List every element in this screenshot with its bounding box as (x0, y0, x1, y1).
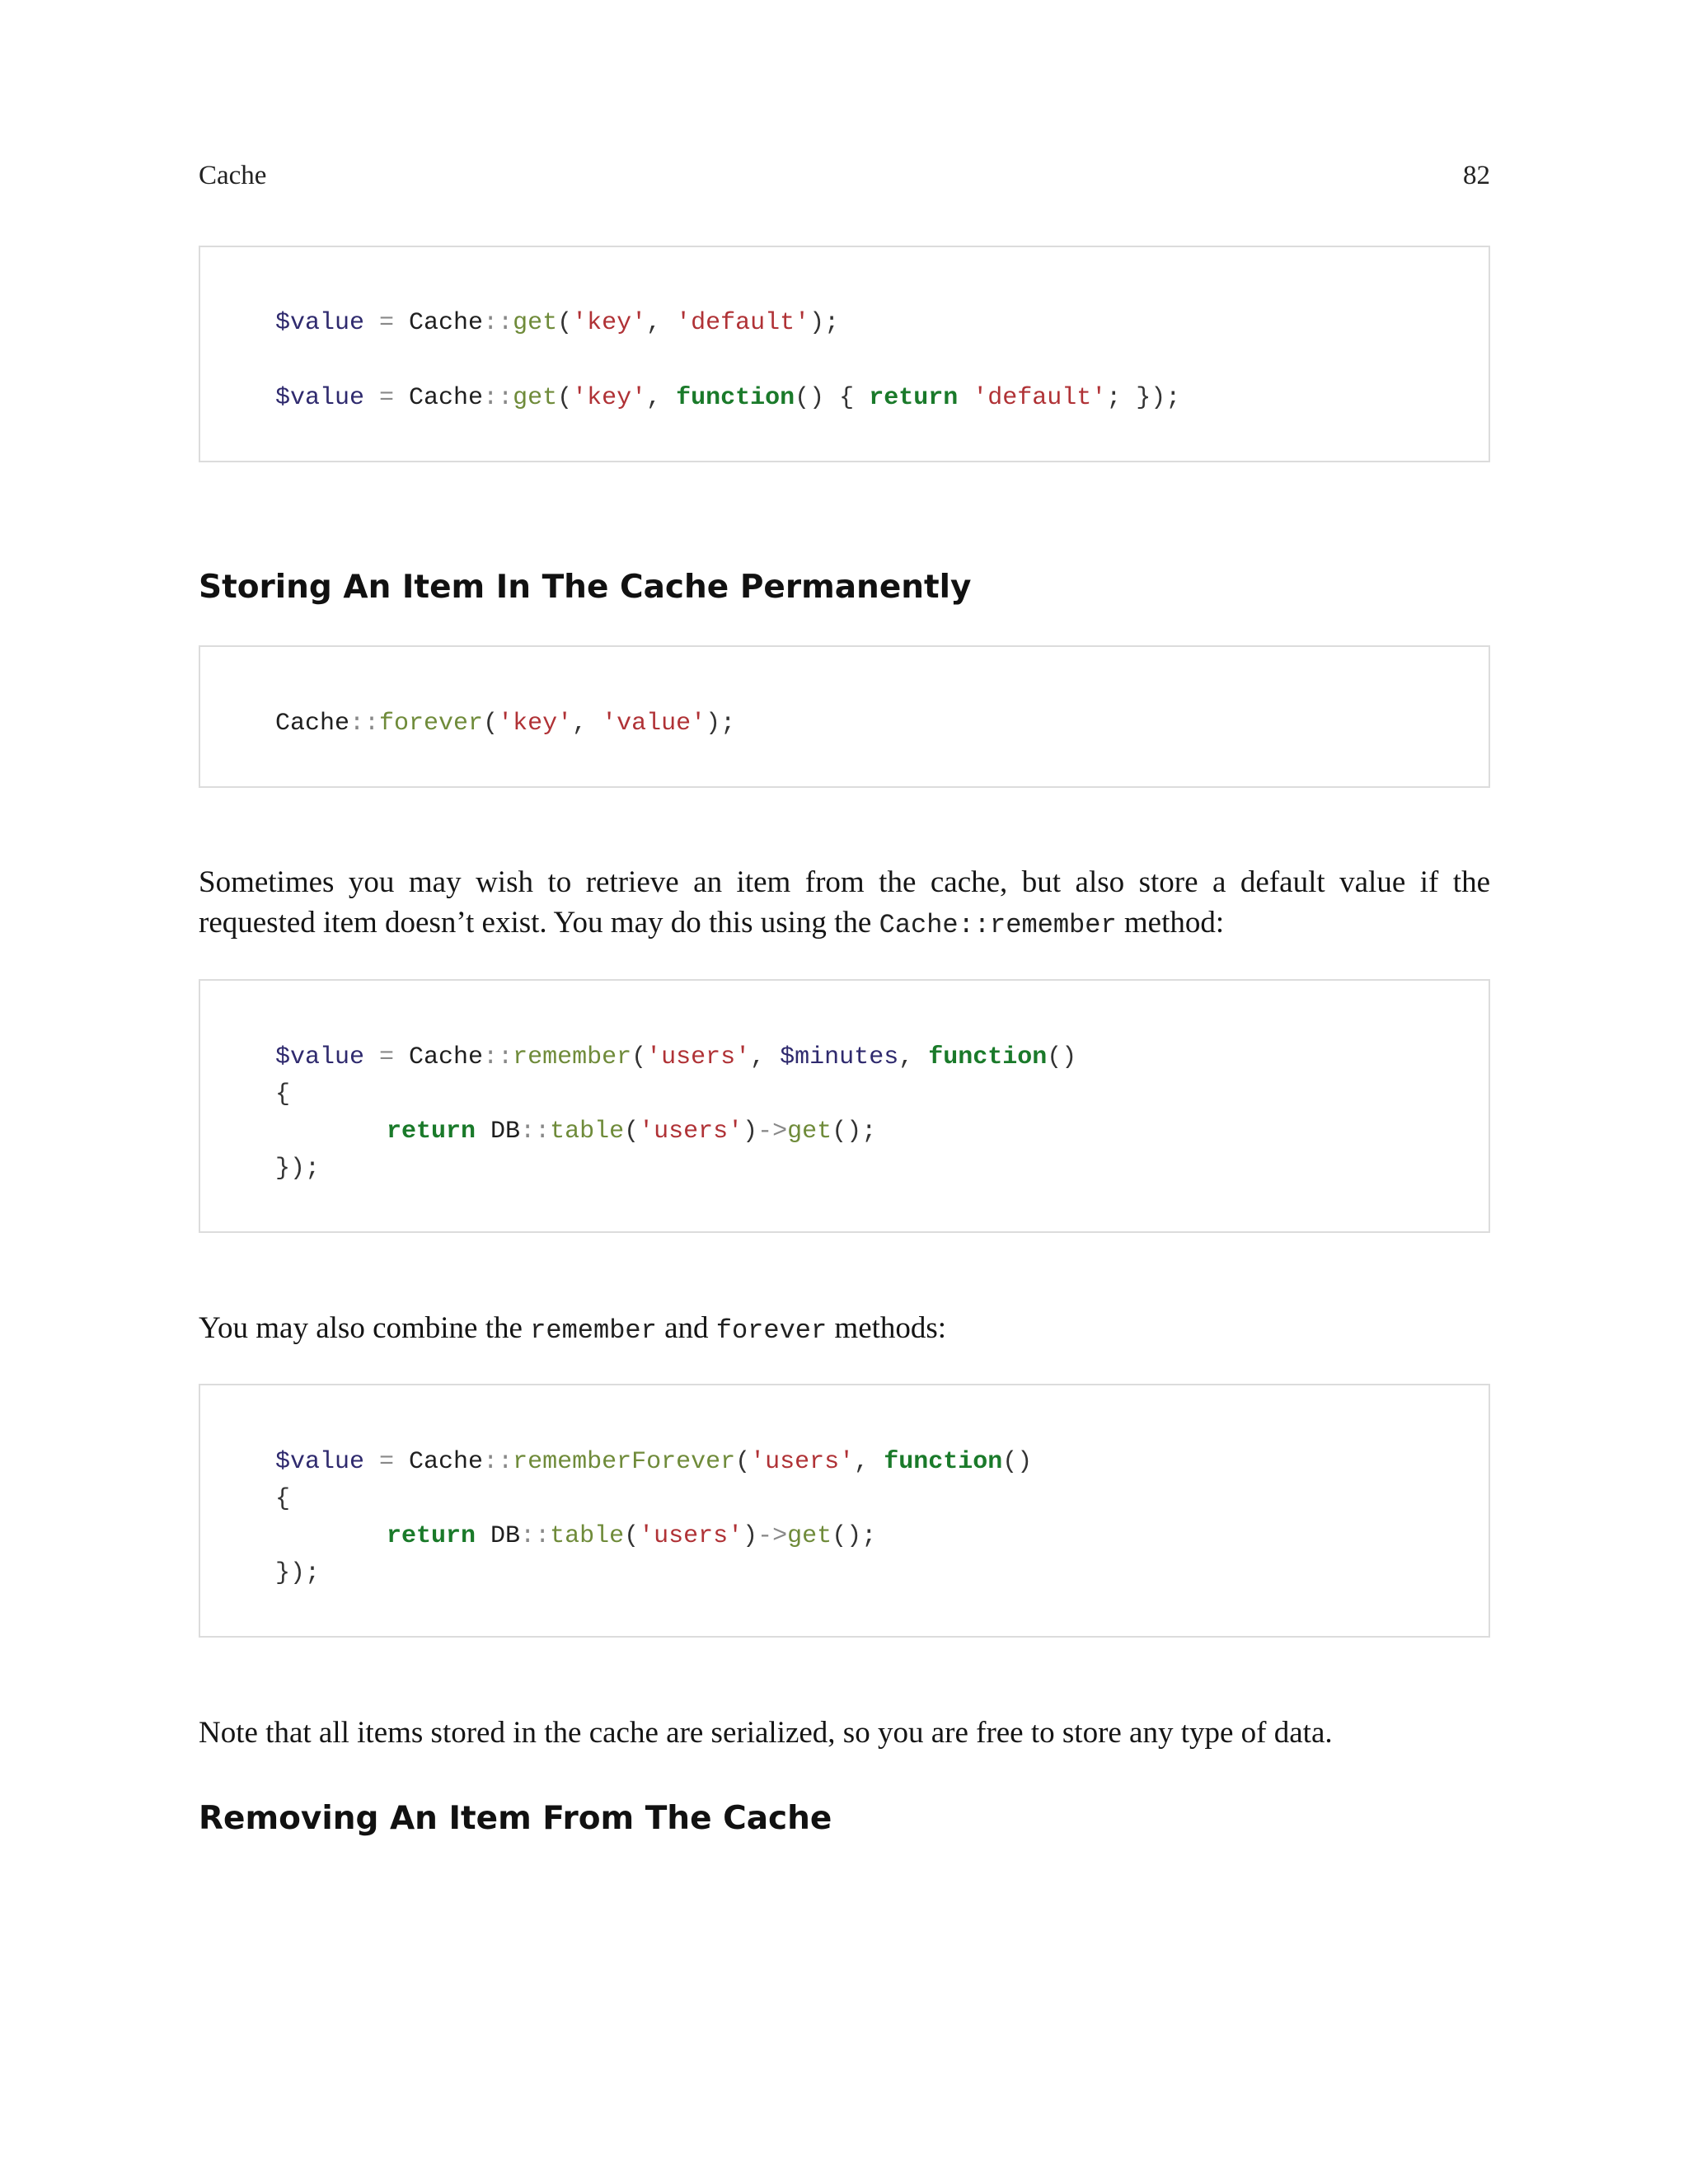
code-string: 'key' (572, 384, 647, 412)
code-variable: $value (275, 1448, 365, 1476)
code-whitespace (476, 1522, 490, 1550)
code-class: DB (490, 1522, 521, 1550)
code-punctuation: ( (624, 1522, 640, 1550)
code-punctuation: ( (557, 384, 573, 412)
code-punctuation: ; }); (1106, 384, 1181, 412)
code-punctuation: ( (631, 1043, 647, 1071)
code-punctuation: , (750, 1043, 781, 1071)
inline-code: forever (715, 1315, 828, 1346)
code-string: 'users' (639, 1118, 743, 1146)
code-class: Cache (409, 1448, 484, 1476)
code-punctuation: , (646, 384, 677, 412)
code-line: { (275, 1080, 291, 1108)
paragraph-remember (199, 862, 1490, 945)
code-line: }); (275, 1559, 321, 1587)
code-method: rememberForever (513, 1448, 736, 1476)
code-string: 'users' (646, 1043, 751, 1071)
code-punctuation: () (1047, 1043, 1077, 1071)
code-line (275, 305, 839, 341)
document-page (199, 0, 1490, 2184)
code-operator: :: (483, 309, 513, 337)
code-line: { (275, 1485, 291, 1513)
code-punctuation: ) (743, 1118, 758, 1146)
paragraph-text: You may also combine the (199, 1311, 531, 1345)
section-heading-store-forever: Storing An Item In The Cache Permanently (199, 569, 972, 606)
code-operator: = (364, 309, 410, 337)
code-punctuation: , (572, 710, 603, 738)
code-method: table (550, 1118, 625, 1146)
code-block-cache-remember-forever (199, 1384, 1490, 1638)
code-operator: :: (520, 1118, 551, 1146)
code-method: remember (513, 1043, 632, 1071)
code-class: Cache (409, 1043, 484, 1071)
code-string: 'key' (498, 710, 573, 738)
code-punctuation: ); (809, 309, 840, 337)
code-line (387, 1518, 876, 1554)
code-method: get (787, 1522, 832, 1550)
section-heading-remove-item: Removing An Item From The Cache (199, 1800, 832, 1837)
code-operator: -> (757, 1522, 788, 1550)
code-string: 'value' (602, 710, 706, 738)
code-punctuation: ( (624, 1118, 640, 1146)
inline-code: remember (530, 1315, 657, 1346)
code-punctuation: ( (557, 309, 573, 337)
page-number: 82 (1463, 161, 1490, 190)
code-keyword: return (387, 1118, 476, 1146)
code-line (275, 1039, 1076, 1076)
inline-code: Cache::remember (879, 910, 1117, 940)
code-string: 'default' (676, 309, 810, 337)
code-keyword: function (928, 1043, 1048, 1071)
code-line (275, 380, 1180, 416)
code-punctuation: () { (795, 384, 870, 412)
code-class: Cache (409, 384, 484, 412)
code-keyword: return (387, 1522, 476, 1550)
code-string: 'default' (973, 384, 1107, 412)
code-keyword: function (676, 384, 795, 412)
code-method: get (787, 1118, 832, 1146)
code-punctuation: , (646, 309, 677, 337)
code-punctuation: (); (832, 1522, 877, 1550)
code-operator: :: (349, 710, 380, 738)
code-operator: = (364, 1043, 410, 1071)
code-line (387, 1113, 876, 1150)
code-operator: = (364, 1448, 410, 1476)
code-method: get (513, 309, 558, 337)
code-punctuation: ); (706, 710, 736, 738)
code-block-cache-get (199, 246, 1490, 462)
code-punctuation: , (854, 1448, 884, 1476)
section-title: Cache (199, 161, 267, 190)
code-punctuation: ( (735, 1448, 751, 1476)
code-punctuation: , (898, 1043, 929, 1071)
code-method: get (513, 384, 558, 412)
code-punctuation: ) (743, 1522, 758, 1550)
code-operator: -> (757, 1118, 788, 1146)
code-block-cache-forever (199, 645, 1490, 788)
code-string: 'users' (639, 1522, 743, 1550)
code-method: forever (379, 710, 484, 738)
code-keyword: return (869, 384, 959, 412)
code-operator: :: (520, 1522, 551, 1550)
code-keyword: function (884, 1448, 1003, 1476)
code-punctuation: (); (832, 1118, 877, 1146)
code-line (275, 705, 735, 742)
paragraph-text: methods: (827, 1311, 947, 1345)
code-class: DB (490, 1118, 521, 1146)
paragraph-combine (199, 1308, 1490, 1351)
code-string: 'users' (750, 1448, 855, 1476)
code-variable: $minutes (780, 1043, 899, 1071)
code-string: 'key' (572, 309, 647, 337)
code-line (275, 1444, 1032, 1480)
code-operator: :: (483, 1043, 513, 1071)
code-class: Cache (409, 309, 484, 337)
running-header (199, 161, 1490, 197)
paragraph-text: method: (1116, 906, 1225, 940)
code-punctuation: ( (483, 710, 499, 738)
code-punctuation: () (1002, 1448, 1033, 1476)
code-block-cache-remember (199, 979, 1490, 1233)
code-line: }); (275, 1155, 321, 1183)
code-operator: = (364, 384, 410, 412)
code-variable: $value (275, 1043, 365, 1071)
paragraph-serialized-note: Note that all items stored in the cache are serialized, so you are free to store any type of data. (199, 1716, 1333, 1750)
code-variable: $value (275, 309, 365, 337)
code-whitespace (476, 1118, 490, 1146)
code-class: Cache (275, 710, 350, 738)
code-operator: :: (483, 1448, 513, 1476)
code-method: table (550, 1522, 625, 1550)
code-operator: :: (483, 384, 513, 412)
paragraph-text: Sometimes you may wish to retrieve an item from the cache, but also store a default value if the requested item doesn’t exist. You may do this using the (199, 865, 1490, 940)
code-whitespace (958, 384, 973, 412)
paragraph-text: and (656, 1311, 716, 1345)
code-variable: $value (275, 384, 365, 412)
